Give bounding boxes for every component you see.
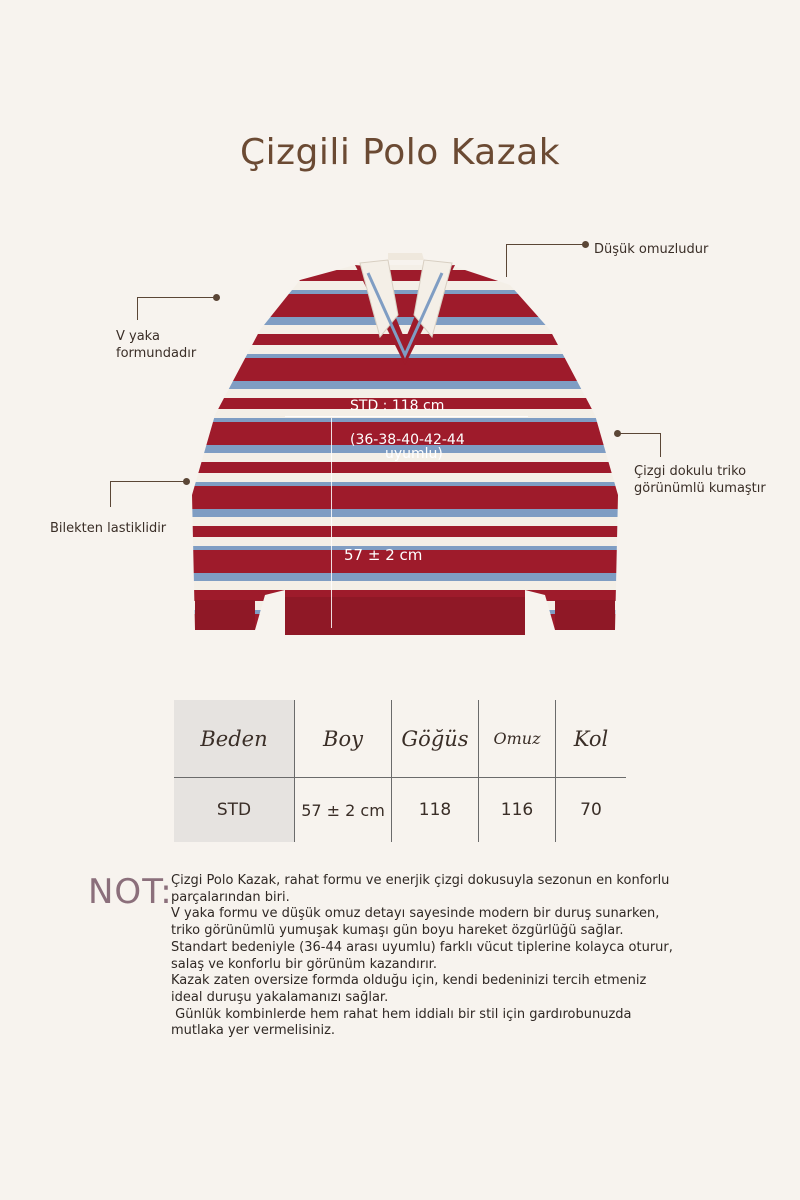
note-line: Çizgi Polo Kazak, rahat formu ve enerjik çizgi dokusuyla sezonun en konforlu: [171, 873, 670, 888]
table-cell-size: STD: [174, 778, 295, 843]
fabric-callout-line: [618, 433, 661, 457]
fabric-callout-line2: görünümlü kumaştır: [634, 481, 766, 496]
table-header-boy: Boy: [295, 700, 392, 778]
length-measure-line: [331, 418, 332, 628]
note-line: V yaka formu ve düşük omuz detayı sayesinde modern bir duruş sunarken,: [171, 906, 660, 922]
table-cell-sleeve: 70: [580, 800, 602, 820]
note-line: Standart bedeniyle (36-44 arası uyumlu) farklı vücut tiplerine kolayca oturur,: [171, 939, 673, 955]
cuff-callout-line: [110, 481, 186, 507]
cuff-callout: Bilekten lastiklidir: [50, 521, 167, 536]
note-label: NOT:: [88, 872, 173, 912]
note-line: ideal duruşu yakalamanızı sağlar.: [171, 989, 389, 1005]
note-line: Günlük kombinlerde hem rahat hem iddialı bir stil için gardırobunuzda: [171, 1006, 632, 1022]
table-cell-length: 57 ± 2 cm: [295, 778, 392, 843]
note-line: salaş ve konforlu bir görünüm kazandırır.: [171, 956, 437, 972]
chest-measurement: STD : 118 cm: [350, 398, 445, 414]
size-table: [174, 700, 626, 842]
length-measurement: 57 ± 2 cm: [344, 546, 423, 564]
table-cell-shoulder: 116: [479, 778, 556, 843]
note-line: triko görünümlü yumuşak kumaşı gün boyu hareket özgürlüğü sağlar.: [171, 923, 624, 939]
table-header-omuz: Omuz: [479, 700, 556, 778]
fabric-callout-line1: Çizgi dokulu triko: [634, 464, 747, 479]
note-line: parçalarından biri.: [171, 889, 290, 905]
note-line: Kazak zaten oversize formda olduğu için, kendi bedeninizi tercih etmeniz: [171, 973, 647, 989]
fit-range-line2: uyumlu): [385, 446, 443, 462]
fit-range-line1: (36-38-40-42-44: [350, 432, 465, 448]
shoulder-callout: Düşük omuzludur: [594, 242, 709, 257]
note-text: [171, 873, 731, 1040]
table-cell-chest: 118: [392, 778, 479, 843]
vneck-callout-line1: V yaka: [116, 329, 160, 344]
note-line: mutlaka yer vermelisiniz.: [171, 1023, 336, 1039]
table-header-gogus: Göğüs: [392, 700, 479, 778]
table-row: [174, 778, 626, 843]
page-title: Çizgili Polo Kazak: [239, 132, 561, 173]
table-header-beden: Beden: [174, 700, 295, 778]
size-table-header-row: [174, 700, 626, 778]
vneck-callout-line2: formundadır: [116, 346, 197, 361]
table-header-kol: Kol: [556, 700, 627, 778]
chest-measure-line: [285, 416, 528, 417]
